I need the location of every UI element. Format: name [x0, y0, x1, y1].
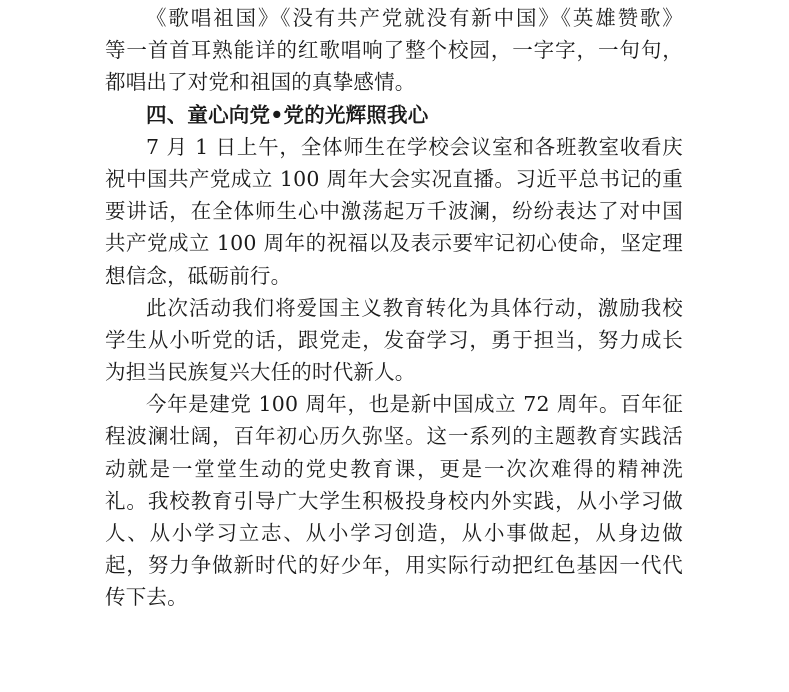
- paragraph-line: 动就是一堂堂生动的党史教育课，更是一次次难得的精神洗: [105, 456, 683, 481]
- paragraph-line: 7 月 1 日上午，全体师生在学校会议室和各班教室收看庆: [146, 134, 683, 159]
- paragraph-line: 都唱出了对党和祖国的真挚感情。: [105, 70, 416, 95]
- paragraph-line: 学生从小听党的话，跟党走，发奋学习，勇于担当，努力成长: [105, 327, 683, 352]
- paragraph-line: 此次活动我们将爱国主义教育转化为具体行动，激励我校: [146, 295, 683, 320]
- paragraph-line: 起，努力争做新时代的好少年，用实际行动把红色基因一代代: [105, 553, 683, 578]
- paragraph-line: 《歌唱祖国》《没有共产党就没有新中国》《英雄赞歌》: [146, 6, 683, 30]
- paragraph-line: 祝中国共产党成立 100 周年大会实况直播。习近平总书记的重: [105, 166, 683, 191]
- paragraph-line: 想信念，砥砺前行。: [105, 263, 292, 288]
- document-body: [105, 2, 683, 614]
- paragraph-line: 为担当民族复兴大任的时代新人。: [105, 360, 416, 385]
- paragraph-line: 共产党成立 100 周年的祝福以及表示要牢记初心使命，坚定理: [105, 231, 683, 256]
- section-heading: 四、童心向党•党的光辉照我心: [146, 102, 429, 127]
- paragraph-line: 程波澜壮阔，百年初心历久弥坚。这一系列的主题教育实践活: [105, 424, 683, 449]
- paragraph-line: 人、从小学习立志、从小学习创造，从小事做起，从身边做: [105, 521, 683, 545]
- paragraph-line: 传下去。: [105, 585, 188, 610]
- paragraph-line: 要讲话，在全体师生心中激荡起万千波澜，纷纷表达了对中国: [105, 199, 683, 224]
- paragraph-line: 等一首首耳熟能详的红歌唱响了整个校园，一字字，一句句，: [105, 38, 683, 63]
- paragraph-line: 今年是建党 100 周年，也是新中国成立 72 周年。百年征: [146, 392, 683, 417]
- paragraph-line: 礼。我校教育引导广大学生积极投身校内外实践，从小学习做: [105, 488, 683, 513]
